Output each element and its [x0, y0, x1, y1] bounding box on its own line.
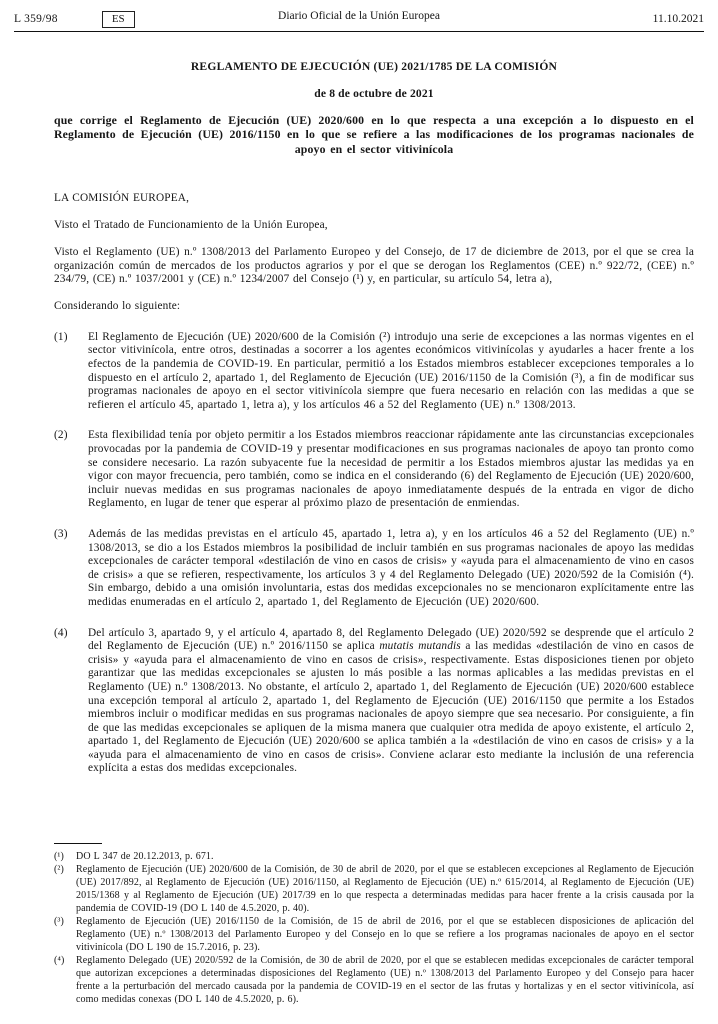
publication-date: 11.10.2021: [652, 13, 704, 25]
recital-text-segment: a las medidas «destilación de vino en casos de crisis» y «ayuda para el almacenamiento de vino en casos de crisis», respectivamente. Estas disposiciones tienen por objeto garantizar que las medidas excepcionales se ajusten lo más posible a las normas aplicables a las medidas previstas en el Reglamento (UE) n.º 1308/2013. No obstante, el artículo 2, apartado 1, del Reglamento de Ejecución (UE) 2020/600 establece una excepción temporal al artículo 2, apartado 1, del Reglamento de Ejecución (UE) 2016/1150 que permite a los Estados miembros incluir o modificar medidas en sus programas nacionales de apoyo siempre que sea necesario. Por consiguiente, a fin de que las medidas excepcionales se apliquen de la misma manera que cualquier otra medida de apoyo existente, el artículo 2, apartado 1, del Reglamento de Ejecución (UE) 2020/600 se aplica también a la «destilación de vino en casos de crisis» y a la «ayuda para el almacenamiento de vino en casos de crisis». Conviene aclarar esto mediante la inclusión de una referencia explícita a estas dos medidas excepcionales.: [88, 640, 694, 775]
act-date-line: de 8 de octubre de 2021: [314, 86, 434, 100]
journal-title: Diario Oficial de la Unión Europea: [278, 10, 440, 22]
recital-number: (4): [54, 626, 68, 639]
issue-number: L 359/98: [14, 13, 58, 25]
recital-number: (2): [54, 429, 68, 442]
recital-number: (1): [54, 330, 68, 343]
recitals-intro: Considerando lo siguiente:: [54, 300, 181, 313]
page-header: [14, 9, 704, 32]
footnote-marker: (¹): [54, 851, 64, 862]
footnote-1: [54, 850, 694, 863]
footnote-4: [54, 954, 694, 1006]
footnote-marker: (³): [54, 916, 64, 927]
recital-text-segment: Del artículo 3, apartado 9, y el artículo 4, apartado 8, del Reglamento Delegado (UE) 2020/592 se desprende que el artículo 2 del Reglamento de Ejecución (UE) n.º 2016/1150 se aplica: [88, 626, 694, 653]
act-title: REGLAMENTO DE EJECUCIÓN (UE) 2021/1785 DE LA COMISIÓN: [190, 60, 558, 73]
footnote-marker: (²): [54, 864, 64, 875]
recital-text: Esta flexibilidad tenía por objeto permitir a los Estados miembros reaccionar rápidamente ante las circunstancias excepcionales provocadas por la pandemia de COVID-19 y presentar modificaciones en sus programas nacionales de apoyo tan pronto como se considere necesario. La razón subyacente fue la necesidad de permitir a los Estados miembros ajustar las medidas ya en vigor con mayor frecuencia, pero también, como se indica en el considerando (6) del Reglamento de Ejecución (UE) 2020/600, incluir nuevas medidas en sus programas nacionales de apoyo inmediatamente después de la entrada en vigor de dicho Reglamento, en lugar de tener que esperar al próximo plazo de presentación de enmiendas.: [88, 429, 694, 510]
footnote-text: Reglamento de Ejecución (UE) 2020/600 de la Comisión, de 30 de abril de 2020, por el que se establecen excepciones al Reglamento de Ejecución (UE) 2017/892, al Reglamento de Ejecución (UE) 2016/1150, al Reglamento de Ejecución (UE) n.º 615/2014, al Reglamento de Ejecución (UE) 2015/1368 y al Reglamento de Ejecución (UE) 2017/39 en lo que respecta a determinadas medidas para hacer frente a la crisis causada por la pandemia de COVID-19 (DO L 140 de 4.5.2020, p. 40).: [76, 864, 694, 914]
language-badge: ES: [102, 11, 135, 28]
footnote-text: Reglamento Delegado (UE) 2020/592 de la Comisión, de 30 de abril de 2020, por el que se establecen medidas excepcionales de carácter temporal que autorizan excepciones a determinadas disposiciones del Reglamento (UE) n.º 1308/2013 del Parlamento Europeo y del Consejo para hacer frente a la perturbación del mercado causada por la pandemia de COVID-19 en el sector de las frutas y hortalizas y en el sector vitivinícola, así como medidas conexas (DO L 140 de 4.5.2020, p. 6).: [76, 955, 694, 1005]
footnote-3: [54, 915, 694, 954]
footnote-separator: [54, 843, 102, 844]
footnote-marker: (⁴): [54, 955, 65, 966]
recital-3: [54, 528, 694, 610]
recital-1: [54, 331, 694, 413]
footnote-text: DO L 347 de 20.12.2013, p. 671.: [76, 851, 214, 862]
recital-text: [88, 627, 694, 777]
citation-treaty: Visto el Tratado de Funcionamiento de la Unión Europea,: [54, 218, 328, 231]
recitals: [54, 331, 694, 776]
footnotes-section: [54, 843, 694, 1006]
preamble: [54, 192, 694, 314]
preamble-actor: LA COMISIÓN EUROPEA,: [54, 191, 190, 204]
footnote-2: [54, 863, 694, 915]
recital-text: Además de las medidas previstas en el artículo 45, apartado 1, letra a), y en los artículos 46 a 52 del Reglamento (UE) n.º 1308/2013, se dio a los Estados miembros la posibilidad de incluir también en sus programas nacionales de apoyo las medidas excepcionales de carácter temporal «destilación de vino en casos de crisis» y «ayuda para el almacenamiento de vino en casos de crisis» a que se refieren, respectivamente, los artículos 3 y 4 del Reglamento Delegado (UE) 2020/592 de la Comisión (⁴). Sin embargo, debido a una omisión involuntaria, estas dos medidas excepcionales no se mencionaron explícitamente entre las medidas enumeradas en el artículo 2, apartado 1, del Reglamento de Ejecución (UE) 2020/600.: [88, 527, 694, 608]
document-body: [54, 60, 694, 793]
recital-2: [54, 429, 694, 511]
recital-text: El Reglamento de Ejecución (UE) 2020/600 de la Comisión (²) introdujo una serie de excepciones a las normas vigentes en el sector vitivinícola, entre otros, destinadas a socorrer a los agentes económicos vitivinícolas y ayudarles a hacer frente a los efectos de la pandemia de COVID-19. En particular, permitió a los Estados miembros establecer excepciones temporales a lo dispuesto en el artículo 2, apartado 1, del Reglamento de Ejecución (UE) 2016/1150 de la Comisión (³), a fin de modificar sus programas nacionales de apoyo en el sector vitivinícola siempre que fuera necesario en relación con las medidas a que se refieren el artículo 45, apartado 1, letra a), y los artículos 46 a 52 del Reglamento (UE) n.º 1308/2013.: [88, 330, 694, 411]
recital-4: [54, 627, 694, 777]
act-subject: que corrige el Reglamento de Ejecución (UE) 2020/600 en lo que respecta a una excepción a lo dispuesto en el Reglamento de Ejecución (UE) 2016/1150 en lo que se refiere a las modificaciones de los programas nacionales de apoyo en el sector vitivinícola: [54, 113, 694, 156]
footnote-text: Reglamento de Ejecución (UE) 2016/1150 de la Comisión, de 15 de abril de 2016, por el que se establecen disposiciones de aplicación del Reglamento (UE) n.º 1308/2013 del Parlamento Europeo y del Consejo en lo que se refiere a los programas nacionales de apoyo en el sector vitivinícola (DO L 190 de 15.7.2016, p. 23).: [76, 916, 694, 953]
citation-regulation: Visto el Reglamento (UE) n.º 1308/2013 del Parlamento Europeo y del Consejo, de 17 de diciembre de 2013, por el que se crea la organización común de mercados de los productos agrarios y por el que se derogan los Reglamentos (CEE) n.º 922/72, (CEE) n.º 234/79, (CE) n.º 1037/2001 y (CE) n.º 1234/2007 del Consejo (¹) y, en particular, su artículo 54, letra a),: [54, 245, 694, 286]
recital-number: (3): [54, 527, 68, 540]
latin-phrase: mutatis mutandis: [379, 640, 461, 653]
